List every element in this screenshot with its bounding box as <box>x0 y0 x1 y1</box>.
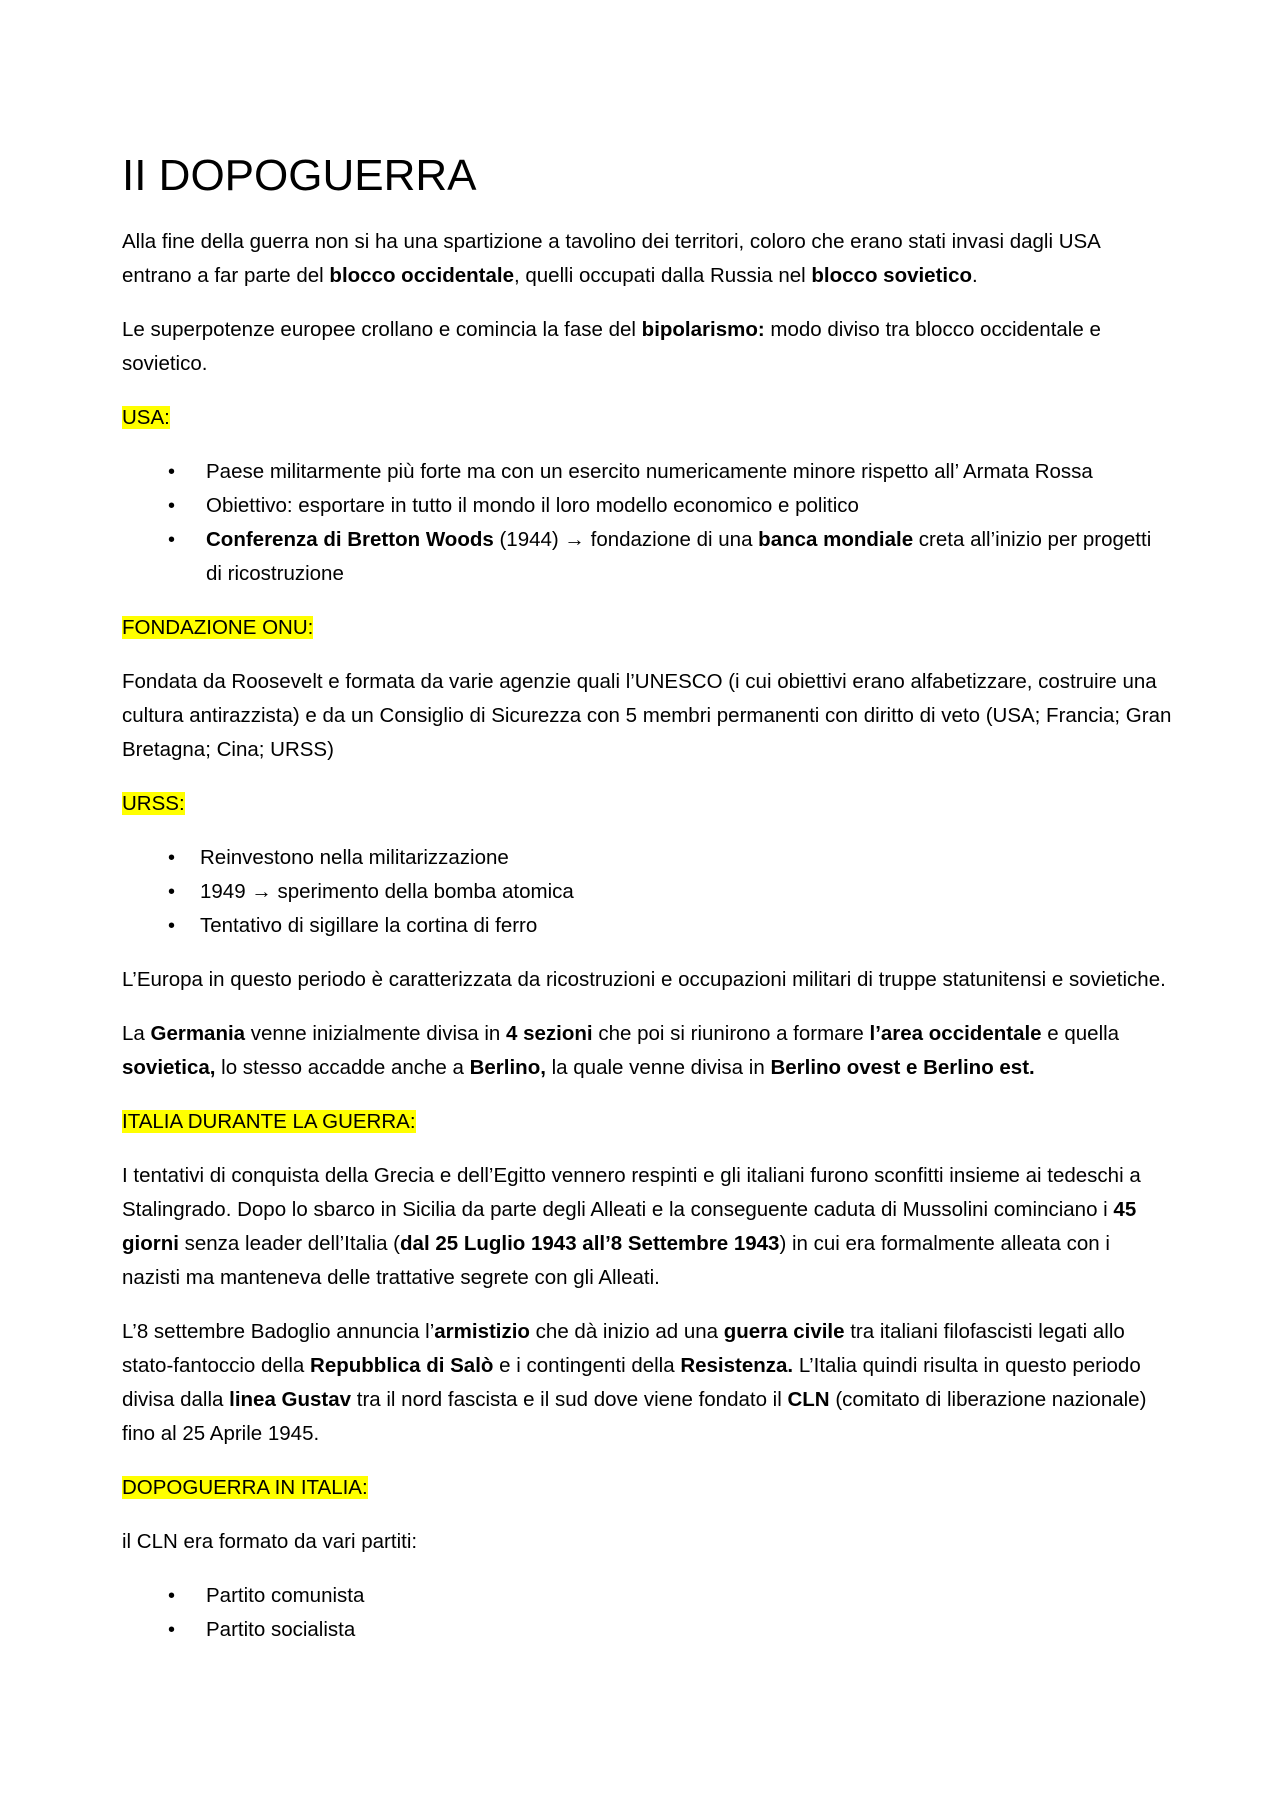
list-item: • Obiettivo: esportare in tutto il mondo il loro modello economico e politico <box>122 489 1172 523</box>
paragraph-europa: L’Europa in questo periodo è caratterizzata da ricostruzioni e occupazioni militari di truppe statunitensi e sovietiche. <box>122 967 1166 991</box>
usa-list <box>122 455 1172 591</box>
paragraph-bipolarismo: Le superpotenze europee crollano e comincia la fase del bipolarismo: modo diviso tra blocco occidentale e sovietico. <box>122 317 1101 375</box>
list-item: • Partito socialista <box>122 1613 1172 1647</box>
bullet-icon: • <box>168 880 176 903</box>
list-item: • 1949 → sperimento della bomba atomica <box>122 875 1172 909</box>
paragraph-armistizio: L’8 settembre Badoglio annuncia l’armistizio che dà inizio ad una guerra civile tra italiani filofascisti legati allo stato-fantoccio della Repubblica di Salò e i contingenti della Resistenza. L’Italia quindi risulta in questo periodo divisa dalla linea Gustav tra il nord fascista e il sud dove viene fondato il CLN (comitato di liberazione nazionale) fino al 25 Aprile 1945. <box>122 1319 1147 1445</box>
paragraph-germania: La Germania venne inizialmente divisa in 4 sezioni che poi si riunirono a formare l’area occidentale e quella sovietica, lo stesso accadde anche a Berlino, la quale venne divisa in Berlino ovest e Berlino est. <box>122 1021 1120 1079</box>
section-heading-usa: USA: <box>122 405 170 429</box>
page-title: II DOPOGUERRA <box>122 151 477 200</box>
section-heading-onu: FONDAZIONE ONU: <box>122 615 314 639</box>
paragraph-italia-guerra: I tentativi di conquista della Grecia e dell’Egitto vennero respinti e gli italiani furono sconfitti insieme ai tedeschi a Stalingrado. Dopo lo sbarco in Sicilia da parte degli Alleati e la conseguente caduta di Mussolini cominciano i 45 giorni senza leader dell’Italia (dal 25 Luglio 1943 all’8 Settembre 1943) in cui era formalmente alleata con i nazisti ma manteneva delle trattative segrete con gli Alleati. <box>122 1163 1141 1289</box>
list-item: • Reinvestono nella militarizzazione <box>122 841 1172 875</box>
list-item: • Paese militarmente più forte ma con un esercito numericamente minore rispetto all’ Armata Rossa <box>122 455 1172 489</box>
arrow-right-icon: → <box>251 879 272 903</box>
bullet-icon: • <box>168 914 176 937</box>
section-heading-urss: URSS: <box>122 791 185 815</box>
bullet-icon: • <box>168 1618 176 1641</box>
partiti-list <box>122 1579 1172 1647</box>
bullet-icon: • <box>168 1584 176 1607</box>
list-item: • Partito comunista <box>122 1579 1172 1613</box>
document-body <box>122 150 1172 1667</box>
urss-list <box>122 841 1172 943</box>
paragraph-cln: il CLN era formato da vari partiti: <box>122 1529 418 1553</box>
paragraph-intro: Alla fine della guerra non si ha una spartizione a tavolino dei territori, coloro che erano stati invasi dagli USA entrano a far parte del blocco occidentale, quelli occupati dalla Russia nel blocco sovietico. <box>122 229 1100 287</box>
section-heading-dopoguerra: DOPOGUERRA IN ITALIA: <box>122 1475 368 1499</box>
list-item: • Tentativo di sigillare la cortina di ferro <box>122 909 1172 943</box>
bullet-icon: • <box>168 846 176 869</box>
list-item: • Conferenza di Bretton Woods (1944) → fondazione di una banca mondiale creta all’inizio per progetti di ricostruzione <box>122 523 1172 591</box>
paragraph-onu: Fondata da Roosevelt e formata da varie agenzie quali l’UNESCO (i cui obiettivi erano alfabetizzare, costruire una cultura antirazzista) e da un Consiglio di Sicurezza con 5 membri permanenti con diritto di veto (USA; Francia; Gran Bretagna; Cina; URSS) <box>122 669 1172 761</box>
bullet-icon: • <box>168 460 176 483</box>
section-heading-italia: ITALIA DURANTE LA GUERRA: <box>122 1109 416 1133</box>
bullet-icon: • <box>168 494 176 517</box>
arrow-right-icon: → <box>564 527 585 551</box>
bullet-icon: • <box>168 528 176 551</box>
